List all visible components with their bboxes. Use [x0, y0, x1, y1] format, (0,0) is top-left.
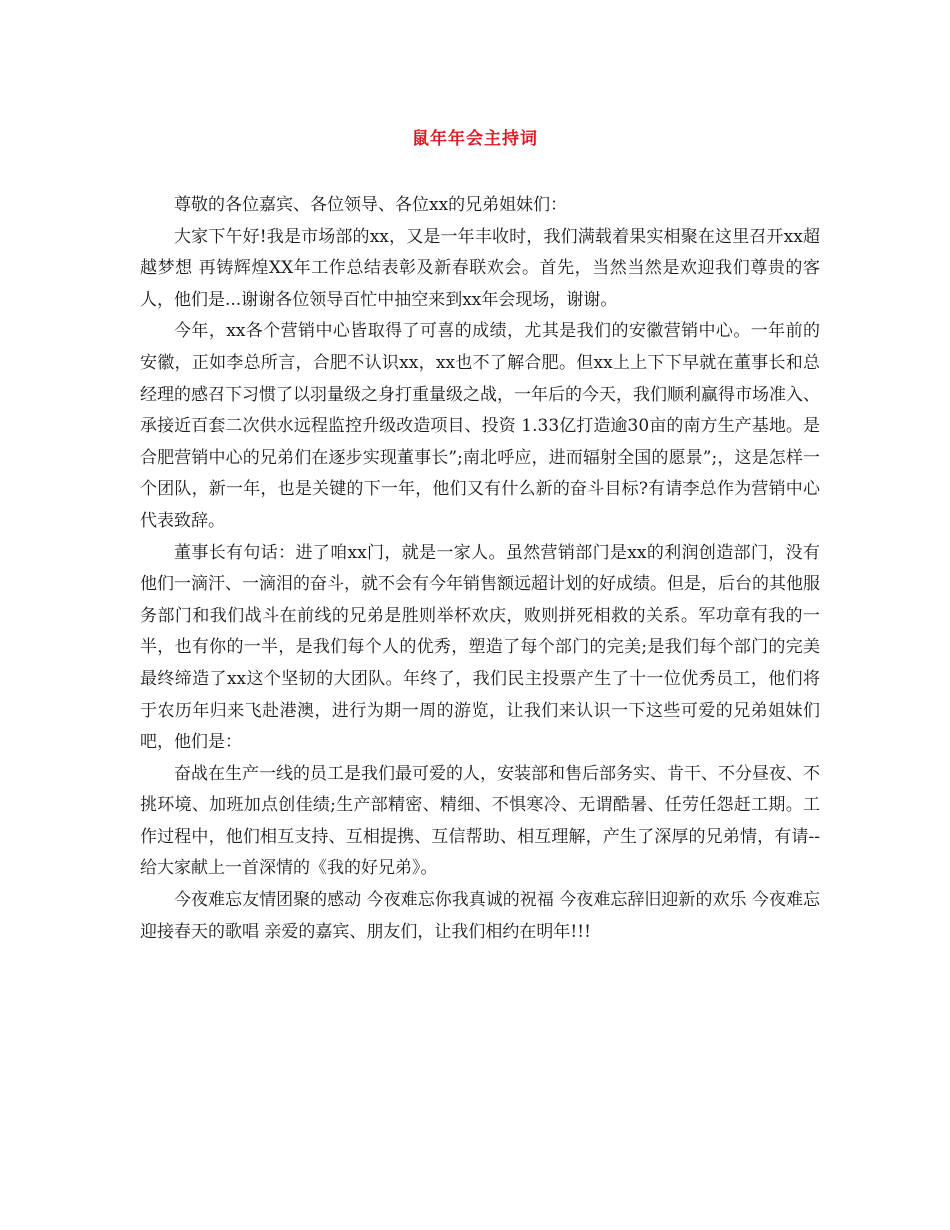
document-title: 鼠年年会主持词: [412, 129, 538, 149]
paragraph-greeting: 尊敬的各位嘉宾、各位领导、各位xx的兄弟姐妹们：: [174, 195, 568, 215]
paragraph-chairman-quote: 董事长有句话：进了咱xx门，就是一家人。虽然营销部门是xx的利润创造部门，没有他们一滴汗、一滴泪的奋斗，就不会有今年销售额远超计划的好成绩。但是，后台的其他服务部门和我们战斗在前线的兄弟是胜则举杯欢庆，败则拼死相救的关系。军功章有我的一半，也有你的一半，是我们每个人的优秀，塑造了每个部门的完美;是我们每个部门的完美最终缔造了xx这个坚韧的大团队。年终了，我们民主投票产生了十一位优秀员工，他们将于农历年归来飞赴港澳，进行为期一周的游览，让我们来认识一下这些可爱的兄弟姐妹们吧，他们是：: [140, 542, 820, 753]
document-body: [140, 190, 820, 948]
paragraph-closing: 今夜难忘友情团聚的感动 今夜难忘你我真诚的祝福 今夜难忘辞旧迎新的欢乐 今夜难忘迎接春天的歌唱 亲爱的嘉宾、朋友们，让我们相约在明年!!!: [140, 890, 820, 942]
paragraph-opening: 大家下午好!我是市场部的xx，又是一年丰收时，我们满载着果实相聚在这里召开xx超越梦想 再铸辉煌XX年工作总结表彰及新春联欢会。首先，当然当然是欢迎我们尊贵的客人，他们是...谢谢各位领导百忙中抽空来到xx年会现场，谢谢。: [140, 226, 820, 310]
paragraph-production-staff: 奋战在生产一线的员工是我们最可爱的人，安装部和售后部务实、肯干、不分昼夜、不挑环境、加班加点创佳绩;生产部精密、精细、不惧寒冷、无谓酷暑、任劳任怨赶工期。工作过程中，他们相互支持、互相提携、互信帮助、相互理解，产生了深厚的兄弟情，有请--给大家献上一首深情的《我的好兄弟》。: [140, 763, 820, 879]
paragraph-anhui-center: 今年，xx各个营销中心皆取得了可喜的成绩，尤其是我们的安徽营销中心。一年前的安徽，正如李总所言，合肥不认识xx，xx也不了解合肥。但xx上上下下早就在董事长和总经理的感召下习惯了以羽量级之身打重量级之战，一年后的今天，我们顺利赢得市场准入、承接近百套二次供水远程监控升级改造项目、投资 1.33亿打造逾30亩的南方生产基地。是合肥营销中心的兄弟们在逐步实现董事长”;南北呼应，进而辐射全国的愿景”;，这是怎样一个团队，新一年，也是关键的下一年，他们又有什么新的奋斗目标?有请李总作为营销中心代表致辞。: [140, 321, 820, 531]
